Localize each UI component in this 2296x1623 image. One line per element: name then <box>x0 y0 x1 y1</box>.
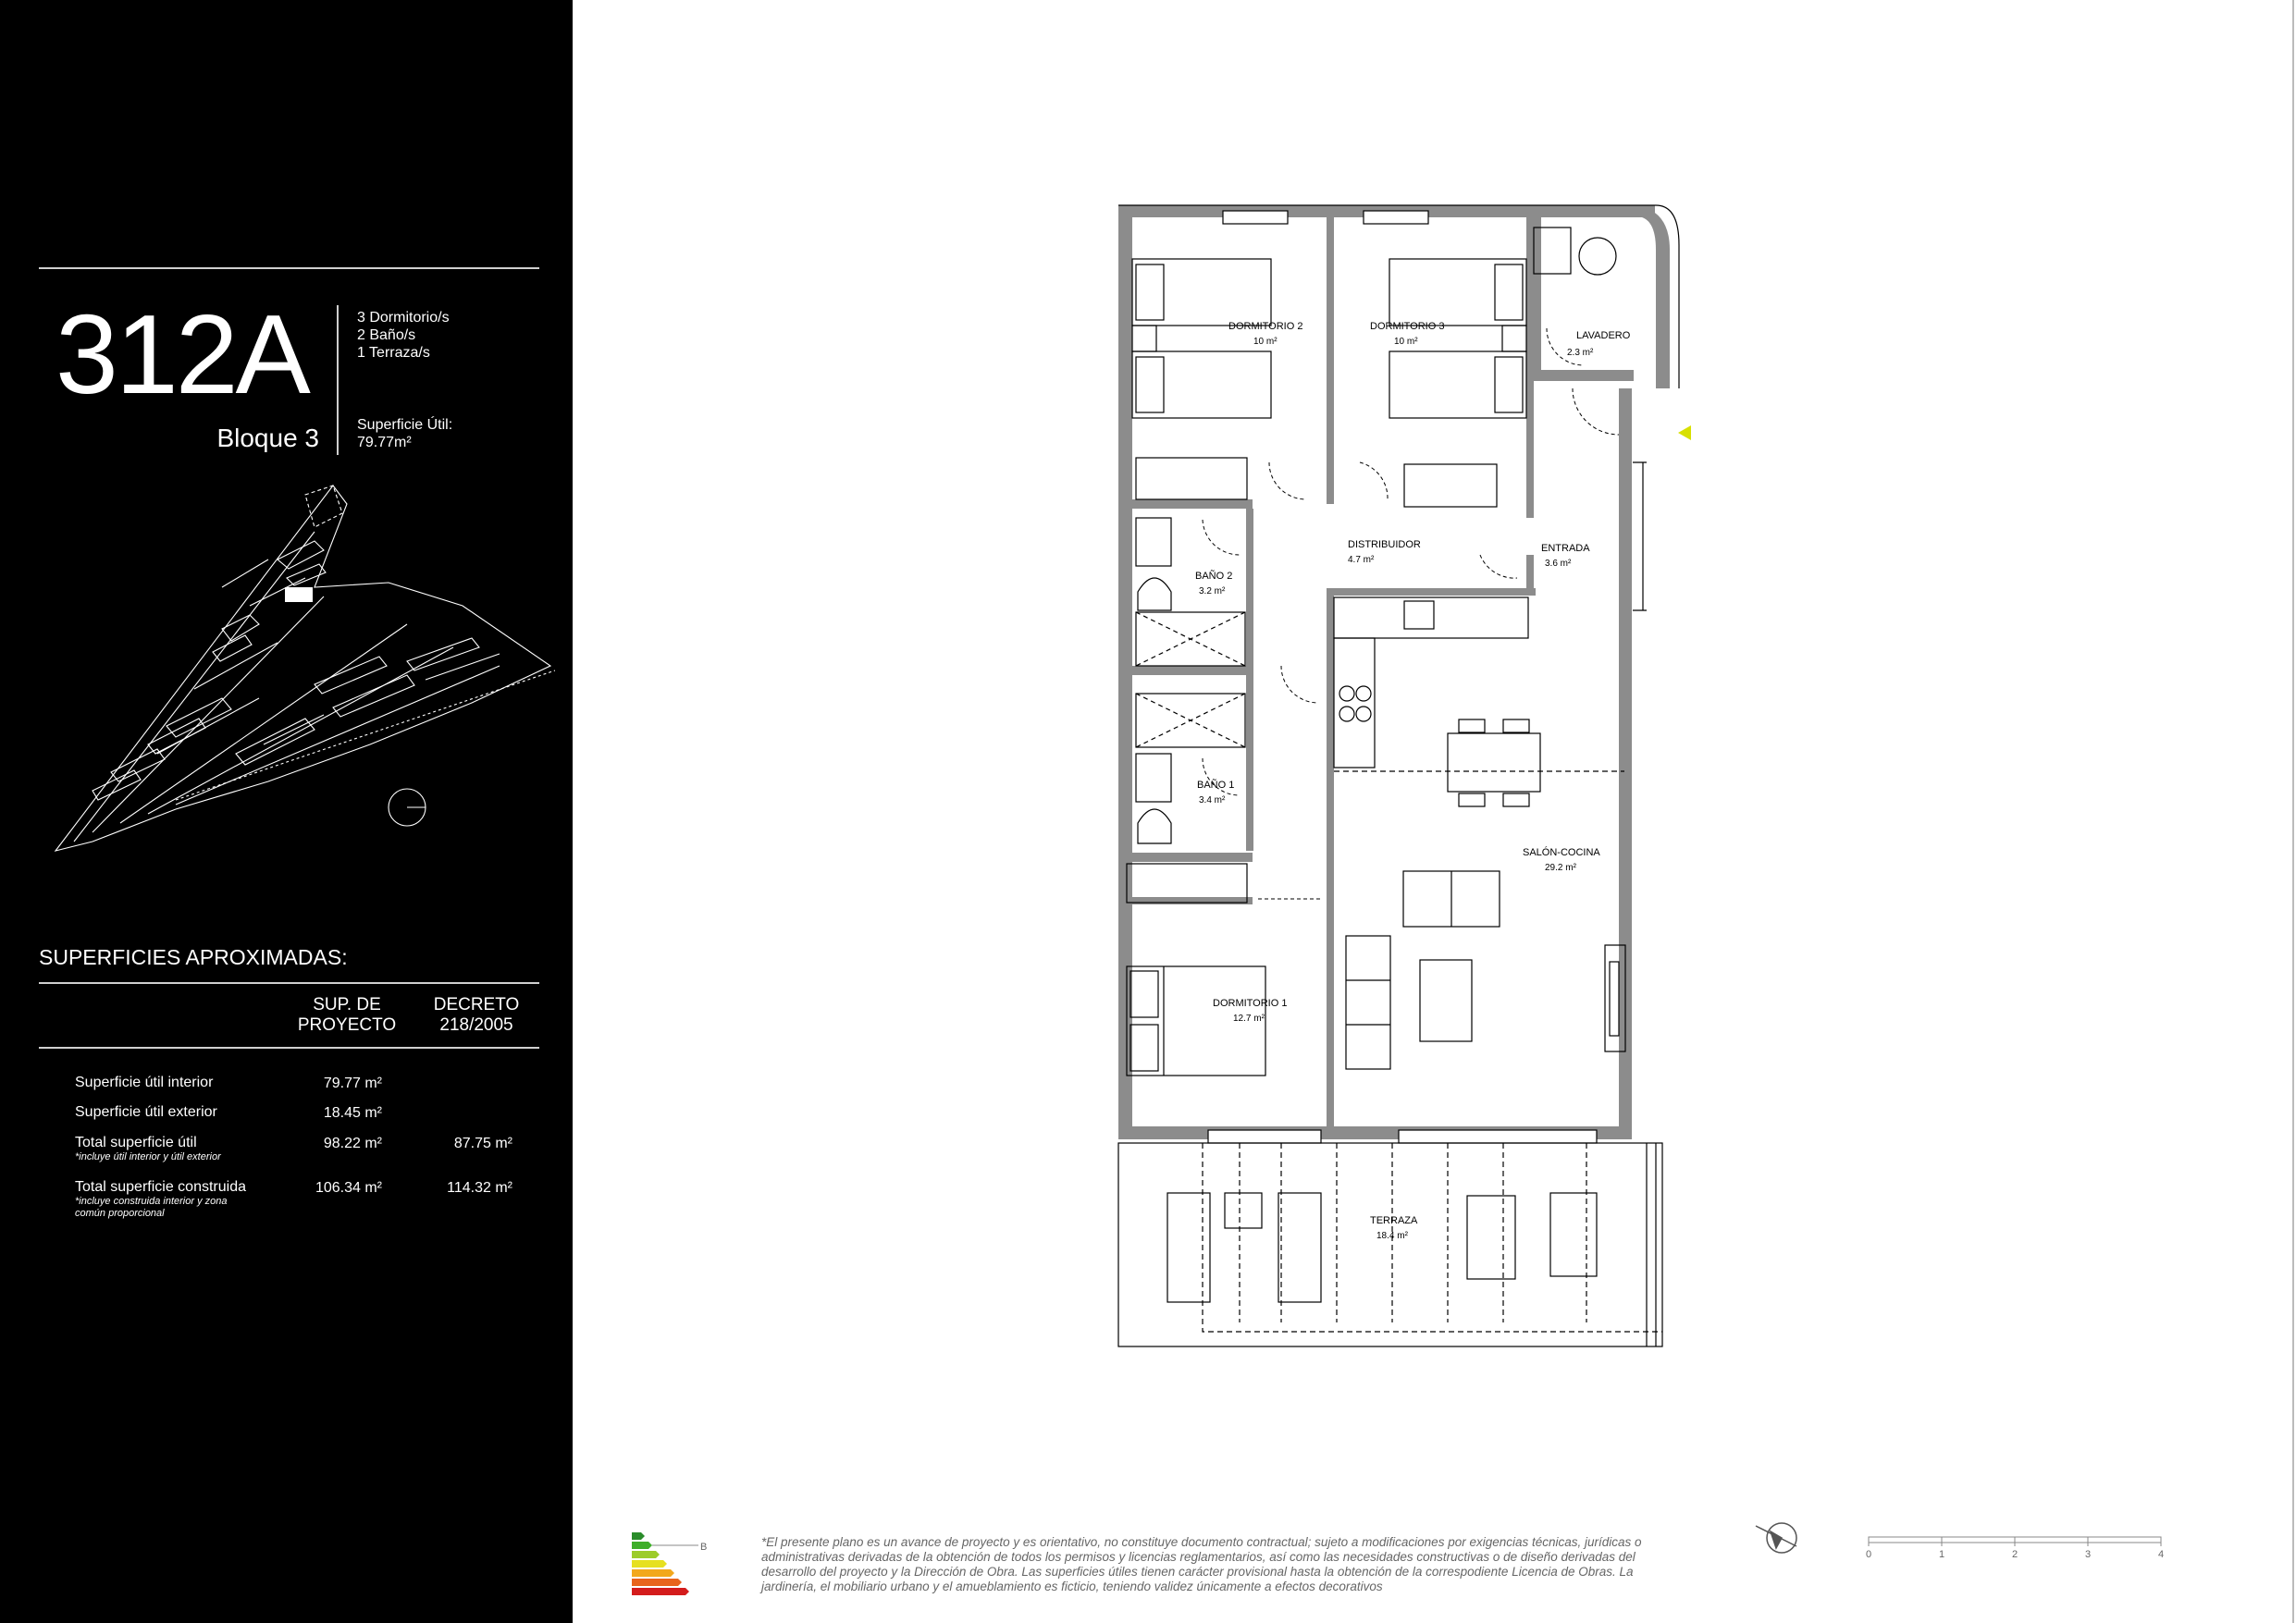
energy-rating-letter: B <box>700 1542 708 1553</box>
terrace-outline <box>1118 1143 1662 1346</box>
entrance-marker <box>1678 425 1691 440</box>
room-area: 3.4 m² <box>1199 795 1226 805</box>
column-header-project: SUP. DE PROYECTO <box>297 995 397 1035</box>
room-area: 18.4 m² <box>1376 1231 1408 1241</box>
room-name: DORMITORIO 2 <box>1228 321 1303 332</box>
row-note: *incluye útil interior y útil exterior <box>75 1151 221 1162</box>
row-decree-value: 87.75 m² <box>453 1136 512 1151</box>
scale-label: 2 <box>2012 1549 2018 1560</box>
surfaces-title: SUPERFICIES APROXIMADAS: <box>39 945 348 969</box>
row-decree-value: 114.32 m² <box>447 1180 512 1196</box>
row-project-value: 98.22 m² <box>323 1136 382 1151</box>
room-area: 3.2 m² <box>1199 586 1226 596</box>
curved-wall <box>1642 208 1670 388</box>
row-project-value: 79.77 m² <box>323 1076 382 1091</box>
room-area: 12.7 m² <box>1233 1014 1265 1024</box>
row-project-value: 18.45 m² <box>323 1105 382 1121</box>
room-name: LAVADERO <box>1576 330 1631 341</box>
scale-label: 3 <box>2085 1549 2092 1560</box>
row-label: Total superficie útil <box>75 1135 197 1150</box>
room-name: TERRAZA <box>1370 1215 1418 1226</box>
doors <box>1203 328 1619 899</box>
column-header-decree: DECRETO 218/2005 <box>433 995 520 1035</box>
room-area: 29.2 m² <box>1545 863 1576 873</box>
room-area: 4.7 m² <box>1348 555 1375 565</box>
unit-code: 312A <box>56 291 308 417</box>
room-name: BAÑO 2 <box>1195 571 1233 582</box>
walls <box>1118 205 1655 1139</box>
energy-rating-graphic <box>632 1532 707 1595</box>
row-project-value: 106.34 m² <box>315 1180 382 1196</box>
scale-bar <box>1866 1537 2164 1560</box>
room-area: 10 m² <box>1394 337 1418 347</box>
room-name: BAÑO 1 <box>1197 780 1235 791</box>
terraces-count: 1 Terraza/s <box>357 345 430 361</box>
useful-area-label: Superficie Útil: <box>357 417 453 433</box>
row-label: Superficie útil interior <box>75 1075 214 1090</box>
row-label: Superficie útil exterior <box>75 1104 217 1120</box>
room-area: 2.3 m² <box>1567 348 1594 358</box>
block-name: Bloque 3 <box>216 424 319 452</box>
row-label: Total superficie construida <box>75 1179 246 1195</box>
room-name: DISTRIBUIDOR <box>1348 539 1421 550</box>
room-name: DORMITORIO 1 <box>1213 998 1288 1009</box>
scale-label: 1 <box>1939 1549 1945 1560</box>
row-note: *incluye construida interior y zona común proporcional <box>75 1196 228 1219</box>
scale-label: 0 <box>1866 1549 1872 1560</box>
room-area: 10 m² <box>1253 337 1278 347</box>
useful-area-value: 79.77m² <box>357 435 412 450</box>
disclaimer: *El presente plano es un avance de proyecto y es orientativo, no constituye documento contractual; sujeto a modificaciones por exigencias técnicas, jurídicas o administrativas derivadas de la obtención de todos los permisos y licencias reglamentarios, así como las necesidades constructivas o de diseño derivadas del desarrollo del proyecto y la Dirección de Obra. Las superficies útiles tienen carácter provisional hasta la obtención de la correspodiente Licencia de Obras. La jardinería, el mobiliario urbano y el amueblamiento es ficticio, teniendo validez únicamente a efectos decorativos <box>761 1535 1642 1593</box>
scale-label: 4 <box>2158 1549 2165 1560</box>
room-name: SALÓN-COCINA <box>1523 847 1600 858</box>
room-area: 3.6 m² <box>1545 559 1572 569</box>
room-name: ENTRADA <box>1541 543 1590 554</box>
room-name: DORMITORIO 3 <box>1370 321 1445 332</box>
furniture <box>1127 227 1625 1076</box>
bedrooms-count: 3 Dormitorio/s <box>357 310 450 326</box>
north-arrow-icon <box>1756 1523 1796 1553</box>
bathrooms-count: 2 Baño/s <box>357 327 416 343</box>
